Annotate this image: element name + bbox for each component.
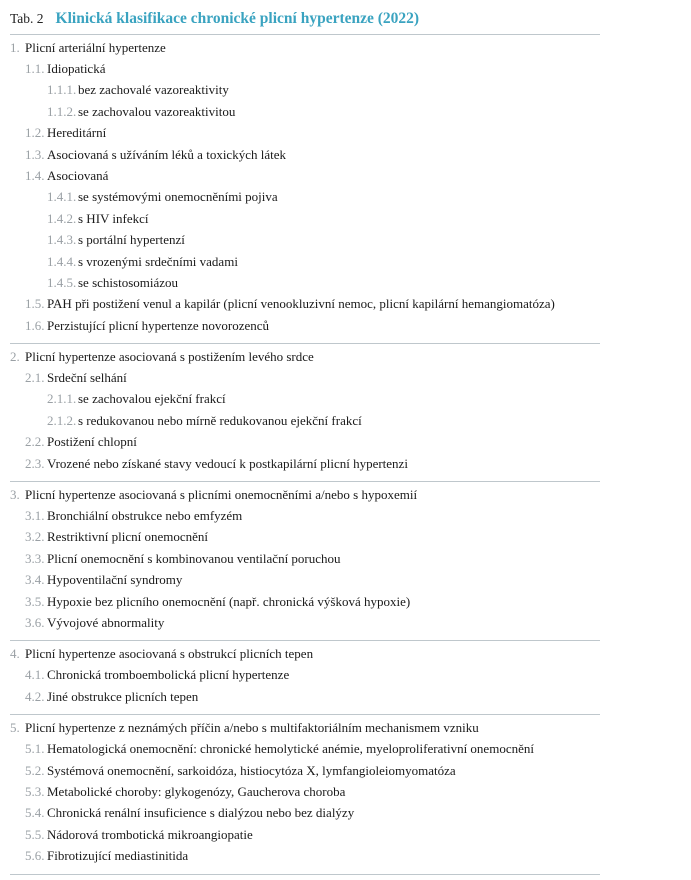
- subcategory-row-number: 1.1.: [25, 61, 45, 76]
- subcategory-row: [10, 667, 600, 683]
- subcategory-row-text: Systémová onemocnění, sarkoidóza, histiocytóza X, lymfangioleiomyomatóza: [47, 762, 456, 778]
- subsubcategory-row-number: 1.4.5.: [47, 274, 77, 290]
- category-row: [10, 487, 600, 503]
- subsubcategory-row-number: 1.4.4.: [47, 253, 77, 269]
- category-section: [10, 482, 600, 641]
- subsubcategory-row-text: s redukovanou nebo mírně redukovanou ejekční frakcí: [78, 412, 362, 428]
- category-row-number: 2.: [10, 349, 20, 365]
- subcategory-row-text: Hematologická onemocnění: chronické hemolytické anémie, myeloproliferativní onemocnění: [47, 741, 534, 757]
- category-row-number: 5.: [10, 720, 20, 736]
- subcategory-row: [10, 318, 600, 334]
- subcategory-row: [10, 529, 600, 545]
- subsubcategory-row-number: 2.1.2.: [47, 412, 77, 428]
- subcategory-row: [10, 551, 600, 567]
- subcategory-row: [10, 615, 600, 631]
- category-row-number: 1.: [10, 40, 20, 55]
- subcategory-row-text: Nádorová trombotická mikroangiopatie: [47, 826, 253, 842]
- subcategory-row-text: Fibrotizující mediastinitida: [47, 848, 189, 864]
- subsubcategory-row: [10, 275, 600, 291]
- subsubcategory-row-number: 1.4.3.: [47, 232, 77, 248]
- category-row: [10, 720, 600, 736]
- subcategory-row-text: Hypoventilační syndromy: [47, 572, 183, 588]
- subsubcategory-row-text: se zachovalou vazoreaktivitou: [78, 103, 236, 119]
- category-row-text: Plicní hypertenze asociovaná s obstrukcí plicních tepen: [25, 646, 314, 662]
- subsubcategory-row-number: 1.1.1.: [47, 82, 77, 98]
- subsubcategory-row-number: 1.4.2.: [47, 210, 77, 226]
- subcategory-row-text: Vrozené nebo získané stavy vedoucí k postkapilární plicní hypertenzi: [47, 455, 408, 471]
- subcategory-row-text: Asociovaná: [47, 167, 109, 183]
- subcategory-row: [10, 61, 600, 77]
- table-title: Klinická klasifikace chronické plicní hypertenze (2022): [55, 10, 420, 27]
- subcategory-row-text: Metabolické choroby: glykogenózy, Gaucherova choroba: [47, 783, 346, 799]
- subcategory-row: [10, 168, 600, 184]
- subcategory-row: [10, 805, 600, 821]
- subsubcategory-row: [10, 211, 600, 227]
- category-row-text: Plicní hypertenze z neznámých příčin a/nebo s multifaktoriálním mechanismem vzniku: [25, 720, 479, 736]
- subcategory-row-text: Plicní onemocnění s kombinovanou ventilační poruchou: [47, 550, 341, 566]
- subcategory-row-number: 1.3.: [25, 146, 45, 162]
- subcategory-row-number: 5.6.: [25, 848, 45, 864]
- subcategory-row: [10, 848, 600, 864]
- subcategory-row-number: 3.4.: [25, 572, 45, 588]
- subcategory-row: [10, 456, 600, 472]
- table-body: [10, 35, 600, 875]
- subcategory-row-number: 2.3.: [25, 455, 45, 471]
- subcategory-row-text: PAH při postižení venul a kapilár (plicní venookluzivní nemoc, plicní kapilární hemangiomatóza): [47, 296, 555, 312]
- subcategory-row: [10, 594, 600, 610]
- subcategory-row-text: Idiopatická: [47, 61, 106, 76]
- subsubcategory-row: [10, 232, 600, 248]
- subsubcategory-row-number: 2.1.1.: [47, 391, 77, 407]
- subcategory-row-number: 5.2.: [25, 762, 45, 778]
- subsubcategory-row-text: se zachovalou ejekční frakcí: [78, 391, 226, 407]
- category-row-number: 4.: [10, 646, 20, 662]
- subcategory-row-number: 2.1.: [25, 370, 45, 386]
- subcategory-row-text: Chronická renální insuficience s dialýzou nebo bez dialýzy: [47, 805, 355, 821]
- subcategory-row-text: Restriktivní plicní onemocnění: [47, 529, 209, 545]
- subcategory-row-text: Chronická tromboembolická plicní hypertenze: [47, 667, 290, 683]
- subcategory-row: [10, 741, 600, 757]
- subcategory-row-number: 5.5.: [25, 826, 45, 842]
- subsubcategory-row: [10, 391, 600, 407]
- category-row: [10, 349, 600, 365]
- category-row: [10, 40, 600, 56]
- subsubcategory-row-text: s HIV infekcí: [78, 210, 149, 226]
- subcategory-row: [10, 434, 600, 450]
- subcategory-row-number: 3.5.: [25, 593, 45, 609]
- subsubcategory-row: [10, 189, 600, 205]
- subcategory-row-number: 1.4.: [25, 167, 45, 183]
- subcategory-row: [10, 296, 600, 312]
- category-section: [10, 715, 600, 874]
- subcategory-row-text: Postižení chlopní: [47, 434, 137, 450]
- subsubcategory-row-number: 1.4.1.: [47, 189, 77, 205]
- subcategory-row-number: 5.1.: [25, 741, 45, 757]
- subcategory-row: [10, 147, 600, 163]
- subcategory-row: [10, 827, 600, 843]
- category-row-text: Plicní hypertenze asociovaná s plicními onemocněními a/nebo s hypoxemií: [25, 487, 418, 503]
- subcategory-row-number: 5.4.: [25, 805, 45, 821]
- category-row-text: Plicní hypertenze asociovaná s postižením levého srdce: [25, 349, 314, 365]
- subcategory-row-number: 1.6.: [25, 317, 45, 333]
- subsubcategory-row-text: s portální hypertenzí: [78, 232, 185, 248]
- category-section: [10, 35, 600, 344]
- subcategory-row-number: 2.2.: [25, 434, 45, 450]
- subcategory-row-text: Perzistující plicní hypertenze novorozenců: [47, 317, 270, 333]
- subsubcategory-row: [10, 254, 600, 270]
- subsubcategory-row: [10, 413, 600, 429]
- subcategory-row-text: Asociovaná s užíváním léků a toxických látek: [47, 146, 286, 162]
- subcategory-row-number: 4.1.: [25, 667, 45, 683]
- subcategory-row-text: Hereditární: [47, 125, 107, 141]
- subcategory-row-number: 1.5.: [25, 296, 45, 312]
- category-section: [10, 641, 600, 715]
- subcategory-row-text: Vývojové abnormality: [47, 614, 165, 630]
- subcategory-row-text: Srdeční selhání: [47, 370, 127, 386]
- subcategory-row-number: 3.1.: [25, 508, 45, 524]
- subcategory-row: [10, 763, 600, 779]
- subcategory-row-text: Jiné obstrukce plicních tepen: [47, 688, 199, 704]
- subcategory-row-number: 4.2.: [25, 688, 45, 704]
- subcategory-row-text: Bronchiální obstrukce nebo emfyzém: [47, 508, 243, 524]
- subcategory-row-number: 3.3.: [25, 550, 45, 566]
- subcategory-row-number: 3.2.: [25, 529, 45, 545]
- subcategory-row-number: 5.3.: [25, 783, 45, 799]
- subsubcategory-row-text: bez zachovalé vazoreaktivity: [78, 82, 229, 98]
- subcategory-row-text: Hypoxie bez plicního onemocnění (např. chronická výšková hypoxie): [47, 593, 411, 609]
- table-header: [10, 0, 600, 35]
- category-row-number: 3.: [10, 487, 20, 503]
- subcategory-row: [10, 125, 600, 141]
- subsubcategory-row: [10, 104, 600, 120]
- subsubcategory-row-text: se systémovými onemocněními pojiva: [78, 189, 278, 205]
- subsubcategory-row: [10, 82, 600, 98]
- category-row-text: Plicní arteriální hypertenze: [25, 40, 166, 55]
- subsubcategory-row-text: s vrozenými srdečními vadami: [78, 253, 238, 269]
- table-label: Tab. 2: [10, 11, 44, 26]
- subcategory-row: [10, 508, 600, 524]
- category-row: [10, 646, 600, 662]
- classification-table: [10, 0, 600, 875]
- subcategory-row: [10, 370, 600, 386]
- subsubcategory-row-number: 1.1.2.: [47, 103, 77, 119]
- subsubcategory-row-text: se schistosomiázou: [78, 274, 179, 290]
- category-section: [10, 344, 600, 482]
- subcategory-row-number: 1.2.: [25, 125, 45, 141]
- subcategory-row: [10, 572, 600, 588]
- subcategory-row: [10, 689, 600, 705]
- subcategory-row: [10, 784, 600, 800]
- subcategory-row-number: 3.6.: [25, 614, 45, 630]
